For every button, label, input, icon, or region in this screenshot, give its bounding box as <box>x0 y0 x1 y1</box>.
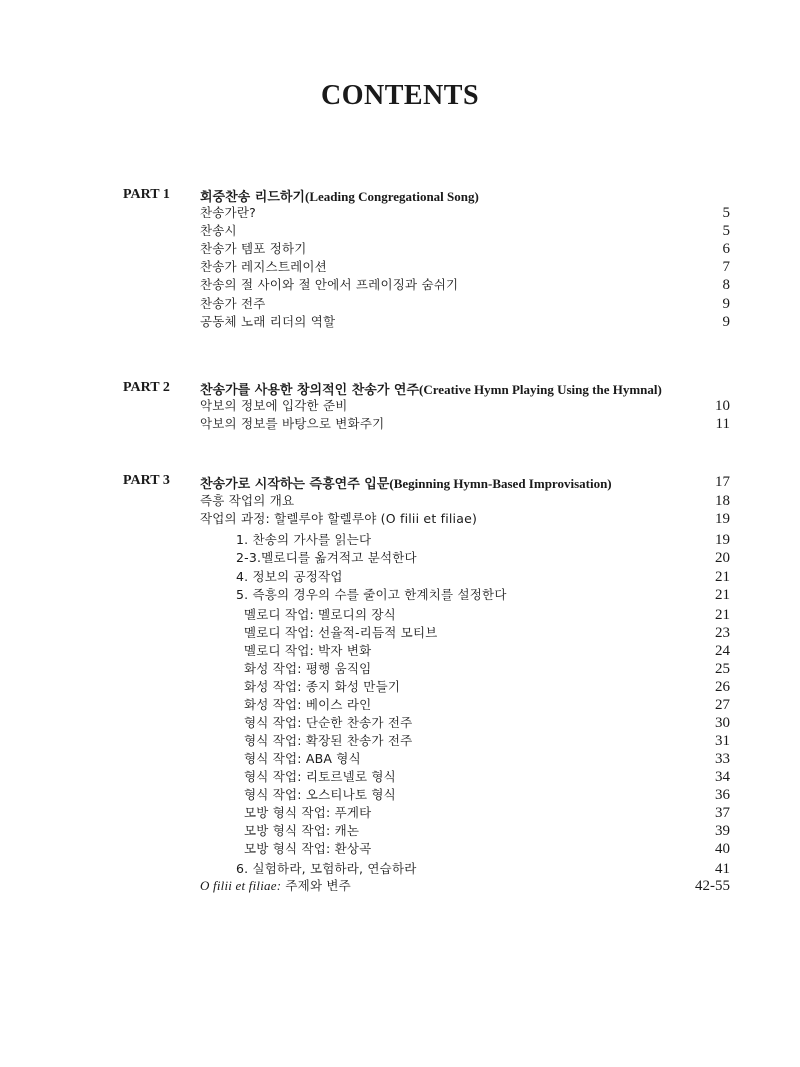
toc-entry[interactable] <box>0 642 800 660</box>
toc-entry[interactable] <box>0 696 800 714</box>
toc-entry-page: 24 <box>715 643 730 659</box>
toc-entry-page: 5 <box>722 205 730 221</box>
part3-heading-row <box>0 473 800 491</box>
part3-label: PART 3 <box>123 473 170 488</box>
toc-entry-label: 찬송가 전주 <box>200 296 266 311</box>
toc-entry[interactable] <box>0 660 800 678</box>
toc-entry-page: 37 <box>715 805 730 821</box>
toc-entry-page: 6 <box>722 241 730 257</box>
part2-heading <box>200 379 662 398</box>
toc-entry-label: 모방 형식 작업: 캐논 <box>244 823 360 838</box>
toc-entry[interactable] <box>0 840 800 858</box>
toc-entry-label <box>200 877 351 895</box>
toc-entry-page: 39 <box>715 823 730 839</box>
toc-entry[interactable] <box>0 786 800 804</box>
toc-entry[interactable] <box>0 804 800 822</box>
toc-entry[interactable] <box>0 768 800 786</box>
toc-entry-page: 26 <box>715 679 730 695</box>
toc-entry-page: 11 <box>715 416 730 432</box>
toc-entry-label: 찬송가란? <box>200 205 256 220</box>
toc-entry-label: 1. 찬송의 가사를 읽는다 <box>236 532 372 547</box>
toc-entry[interactable] <box>0 732 800 750</box>
toc-entry-label: 찬송의 절 사이와 절 안에서 프레이징과 숨쉬기 <box>200 277 459 292</box>
toc-entry-page: 9 <box>722 314 730 330</box>
toc-entry-label: 6. 실험하라, 모험하라, 연습하라 <box>236 861 417 876</box>
part3-heading-en: (Beginning Hymn-Based Improvisation) <box>389 476 612 491</box>
toc-entry[interactable] <box>0 222 800 240</box>
toc-entry[interactable] <box>0 276 800 294</box>
toc-entry-label: 멜로디 작업: 선율적-리듬적 모티브 <box>244 625 438 640</box>
toc-entry-page: 31 <box>715 733 730 749</box>
part2-heading-ko: 찬송가를 사용한 창의적인 찬송가 연주 <box>200 383 420 398</box>
toc-entry-label: 모방 형식 작업: 환상곡 <box>244 841 372 856</box>
toc-entry-label: 형식 작업: 단순한 찬송가 전주 <box>244 715 413 730</box>
toc-entry-page: 7 <box>722 259 730 275</box>
toc-entry[interactable] <box>0 606 800 624</box>
page-title: CONTENTS <box>320 80 480 111</box>
toc-entry-label: 작업의 과정: 할렐루야 할렐루야 (O filii et filiae) <box>200 511 478 526</box>
toc-entry-label: 악보의 정보에 입각한 준비 <box>200 398 348 413</box>
toc-entry-page: 8 <box>722 277 730 293</box>
toc-entry-page: 21 <box>715 569 730 585</box>
toc-entry[interactable] <box>0 586 800 604</box>
toc-entry-label: 5. 즉흥의 경우의 수를 줄이고 한계치를 설정한다 <box>236 587 507 602</box>
part1-heading <box>200 186 479 205</box>
part1-heading-en: (Leading Congregational Song) <box>305 189 479 204</box>
toc-entry-label: 찬송가 템포 정하기 <box>200 241 307 256</box>
toc-entry-label: 즉흥 작업의 개요 <box>200 493 295 508</box>
toc-entry-label: 형식 작업: 리토르넬로 형식 <box>244 769 396 784</box>
toc-entry-page: 18 <box>715 493 730 509</box>
toc-entry[interactable] <box>0 204 800 222</box>
toc-entry-label: 찬송가 레지스트레이션 <box>200 259 327 274</box>
toc-entry-page: 40 <box>715 841 730 857</box>
toc-entry[interactable] <box>0 678 800 696</box>
toc-entry-label: 찬송시 <box>200 223 237 238</box>
toc-entry-label: 멜로디 작업: 박자 변화 <box>244 643 372 658</box>
toc-entry-label: 형식 작업: 오스티나토 형식 <box>244 787 396 802</box>
toc-entry[interactable] <box>0 240 800 258</box>
toc-entry-page: 25 <box>715 661 730 677</box>
part2-heading-en: (Creative Hymn Playing Using the Hymnal) <box>419 382 662 397</box>
toc-entry-label: 화성 작업: 종지 화성 만들기 <box>244 679 401 694</box>
toc-entry[interactable] <box>0 822 800 840</box>
toc-entry-page: 19 <box>715 532 730 548</box>
toc-entry-page: 41 <box>715 861 730 877</box>
toc-entry-label: 공동체 노래 리더의 역할 <box>200 314 336 329</box>
toc-entry[interactable] <box>0 549 800 567</box>
toc-entry-page: 23 <box>715 625 730 641</box>
toc-entry-label: 화성 작업: 평행 움직임 <box>244 661 372 676</box>
toc-entry-label-italic: O filii et filiae: <box>200 878 282 893</box>
part3-heading-ko: 찬송가로 시작하는 즉흥연주 입문 <box>200 477 390 492</box>
toc-entry-page: 19 <box>715 511 730 527</box>
toc-entry-label: 형식 작업: ABA 형식 <box>244 751 361 766</box>
toc-entry[interactable] <box>0 295 800 313</box>
toc-entry[interactable] <box>0 313 800 331</box>
toc-entry-page: 21 <box>715 607 730 623</box>
toc-entry-label: 악보의 정보를 바탕으로 변화주기 <box>200 416 385 431</box>
toc-entry-page: 21 <box>715 587 730 603</box>
toc-entry-page: 42-55 <box>695 878 730 894</box>
part2-label: PART 2 <box>123 380 170 395</box>
toc-entry[interactable] <box>0 492 800 510</box>
toc-entry-page: 10 <box>715 398 730 414</box>
toc-entry[interactable] <box>0 415 800 433</box>
toc-entry-page: 34 <box>715 769 730 785</box>
toc-entry-label-ko: 주제와 변주 <box>281 878 351 893</box>
toc-entry-page: 36 <box>715 787 730 803</box>
toc-entry[interactable] <box>0 258 800 276</box>
toc-entry-page: 27 <box>715 697 730 713</box>
toc-entry[interactable] <box>0 397 800 415</box>
toc-entry-label: 멜로디 작업: 멜로디의 장식 <box>244 607 396 622</box>
toc-entry[interactable] <box>0 531 800 549</box>
toc-entry[interactable] <box>0 750 800 768</box>
toc-entry[interactable] <box>0 860 800 878</box>
toc-entry-label: 모방 형식 작업: 푸게타 <box>244 805 372 820</box>
toc-entry-label: 2-3.멜로디를 옮겨적고 분석한다 <box>236 550 417 565</box>
part1-label: PART 1 <box>123 187 170 202</box>
toc-entry-page: 30 <box>715 715 730 731</box>
toc-entry-label: 4. 정보의 공정작업 <box>236 569 343 584</box>
toc-entry[interactable] <box>0 568 800 586</box>
toc-entry-page: 9 <box>722 296 730 312</box>
part3-heading-page: 17 <box>715 474 730 490</box>
part1-heading-ko: 회중찬송 리드하기 <box>200 190 305 205</box>
toc-entry-label: 형식 작업: 확장된 찬송가 전주 <box>244 733 413 748</box>
toc-entry-page: 5 <box>722 223 730 239</box>
toc-entry-label: 화성 작업: 베이스 라인 <box>244 697 372 712</box>
toc-entry-page: 33 <box>715 751 730 767</box>
toc-entry-final[interactable] <box>0 877 800 895</box>
toc-entry[interactable] <box>0 714 800 732</box>
toc-entry-page: 20 <box>715 550 730 566</box>
toc-entry[interactable] <box>0 624 800 642</box>
toc-entry[interactable] <box>0 510 800 528</box>
